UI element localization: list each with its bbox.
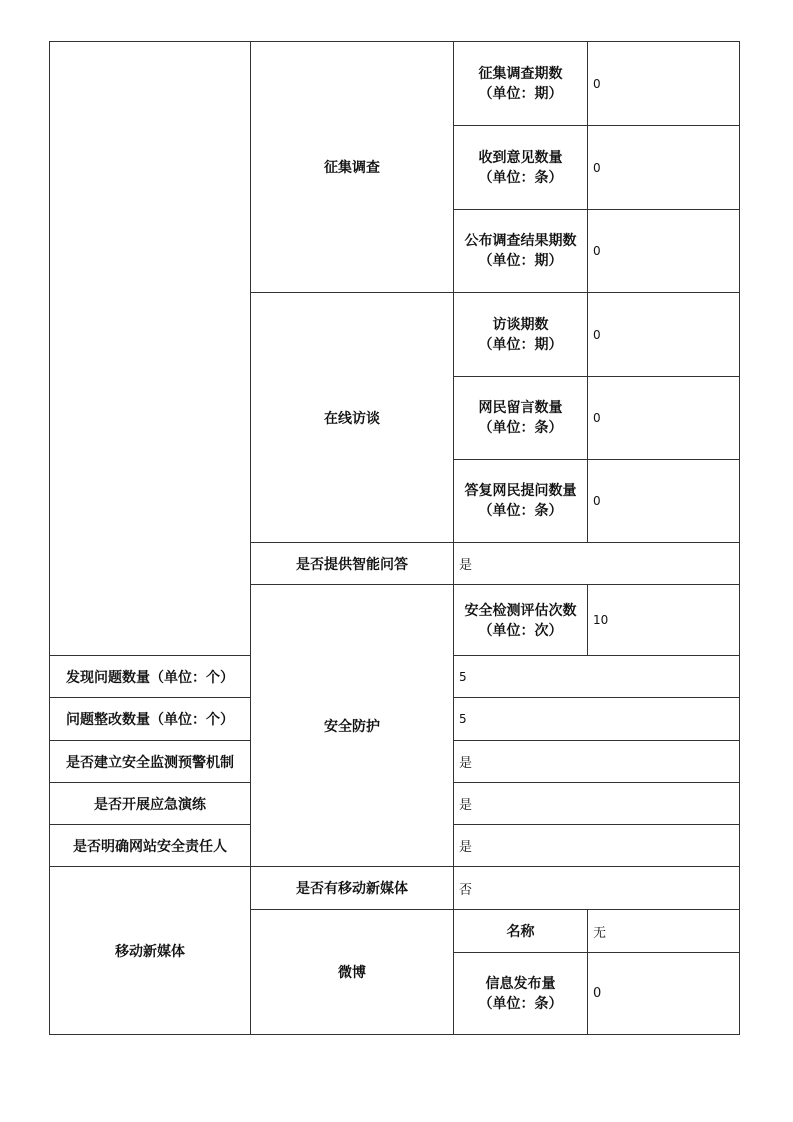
weibo-name-value: 无 bbox=[588, 910, 740, 953]
field-unit: （单位：期） bbox=[478, 336, 563, 353]
interaction-category-cell bbox=[50, 42, 251, 656]
replies-label bbox=[454, 460, 588, 543]
problems-fixed-value: 5 bbox=[454, 698, 740, 741]
interview-periods-label bbox=[454, 293, 588, 377]
survey-periods-value: 0 bbox=[588, 42, 740, 126]
field-label: 公布调查结果期数 bbox=[464, 233, 577, 249]
field-label: 收到意见数量 bbox=[478, 149, 563, 166]
field-label: 网民留言数量 bbox=[478, 400, 563, 416]
netizen-messages-value: 0 bbox=[588, 377, 740, 460]
opinions-received-label bbox=[454, 126, 588, 210]
field-unit: （单位：期） bbox=[478, 85, 563, 102]
mobile-media-category-label: 移动新媒体 bbox=[50, 867, 251, 1035]
smart-qa-label: 是否提供智能问答 bbox=[251, 543, 454, 585]
field-label: 访谈期数 bbox=[492, 316, 549, 333]
table-row bbox=[50, 42, 740, 126]
responsible-person-label: 是否明确网站安全责任人 bbox=[50, 825, 251, 867]
security-assessments-value: 10 bbox=[588, 585, 740, 656]
security-category-label: 安全防护 bbox=[251, 585, 454, 867]
statistics-table bbox=[49, 41, 740, 1035]
field-label: 信息发布量 bbox=[485, 975, 556, 992]
results-published-label bbox=[454, 210, 588, 293]
monitoring-mechanism-label: 是否建立安全监测预警机制 bbox=[50, 741, 251, 783]
field-label: 征集调查期数 bbox=[478, 65, 563, 82]
interview-periods-value: 0 bbox=[588, 293, 740, 377]
responsible-person-value: 是 bbox=[454, 825, 740, 867]
survey-label: 征集调查 bbox=[251, 42, 454, 293]
emergency-drill-value: 是 bbox=[454, 783, 740, 825]
problems-fixed-label: 问题整改数量（单位：个） bbox=[50, 698, 251, 741]
smart-qa-value: 是 bbox=[454, 543, 740, 585]
has-mobile-media-value: 否 bbox=[454, 867, 740, 910]
weibo-name-label: 名称 bbox=[454, 910, 588, 953]
netizen-messages-label bbox=[454, 377, 588, 460]
problems-found-value: 5 bbox=[454, 656, 740, 698]
interview-label: 在线访谈 bbox=[251, 293, 454, 543]
problems-found-label: 发现问题数量（单位：个） bbox=[50, 656, 251, 698]
replies-value: 0 bbox=[588, 460, 740, 543]
weibo-posts-label bbox=[454, 953, 588, 1035]
weibo-label: 微博 bbox=[251, 910, 454, 1035]
field-unit: （单位：条） bbox=[478, 169, 563, 186]
field-unit: （单位：条） bbox=[478, 503, 563, 519]
weibo-posts-value: 0 bbox=[588, 953, 740, 1035]
has-mobile-media-label: 是否有移动新媒体 bbox=[251, 867, 454, 910]
field-unit: （单位：期） bbox=[478, 253, 563, 269]
security-assessments-label: 安全检测评估次数（单位：次） bbox=[454, 585, 588, 656]
emergency-drill-label: 是否开展应急演练 bbox=[50, 783, 251, 825]
table-row bbox=[50, 867, 740, 910]
field-label: 答复网民提问数量 bbox=[464, 483, 577, 499]
survey-periods-label bbox=[454, 42, 588, 126]
opinions-received-value: 0 bbox=[588, 126, 740, 210]
field-unit: （单位：条） bbox=[478, 995, 563, 1012]
field-unit: （单位：条） bbox=[478, 420, 563, 436]
results-published-value: 0 bbox=[588, 210, 740, 293]
monitoring-mechanism-value: 是 bbox=[454, 741, 740, 783]
